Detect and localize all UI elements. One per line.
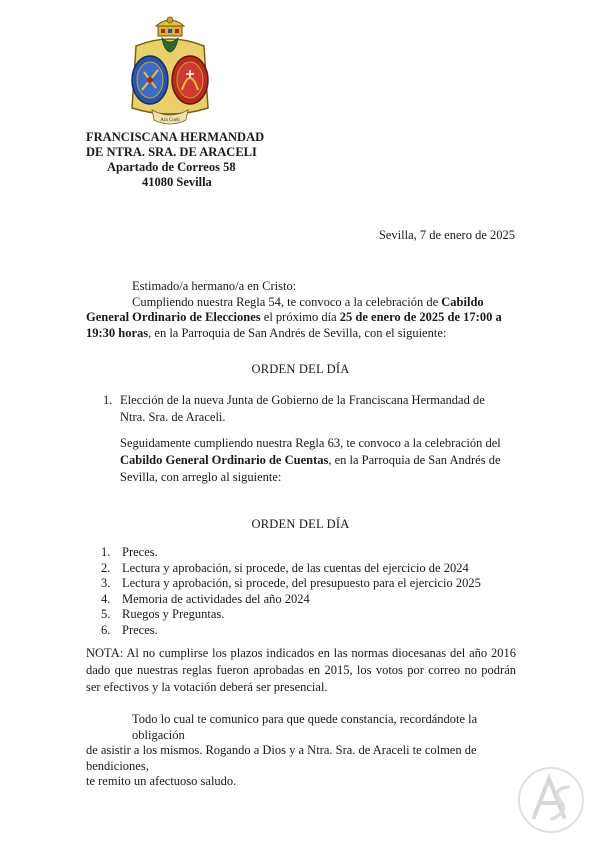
list-item-number: 4. <box>101 591 111 606</box>
watermark-logo <box>516 765 586 835</box>
org-name-line2: DE NTRA. SRA. DE ARACELI <box>86 145 257 159</box>
agenda-heading-2: ORDEN DEL DÍA <box>251 517 350 531</box>
closing-line-1: Todo lo cual te comunico para que quede constancia, recordándote la obligación <box>132 712 478 742</box>
closing-line-2: de asistir a los mismos. Rogando a Dios y a Ntra. Sra. de Araceli te colmen de bendiciones, <box>86 743 477 773</box>
list-item-text: Ruegos y Preguntas. <box>122 607 225 621</box>
list-item <box>101 607 481 623</box>
list-item-text: Preces. <box>122 545 158 559</box>
list-item <box>101 623 481 639</box>
para1-text-e: , en la Parroquia de San Andrés de Sevilla, con el siguiente: <box>148 325 447 340</box>
para2-text-a: Seguidamente cumpliendo nuestra Regla 63, te convoco a la celebración del <box>120 436 501 450</box>
org-city: 41080 Sevilla <box>142 175 212 189</box>
para1-cabildo-elecciones: Cabildo General Ordinario de Elecciones <box>86 294 484 324</box>
list-item-number: 5. <box>101 607 111 621</box>
closing-line-3: te remito un afectuoso saludo. <box>86 774 237 788</box>
list-item-text: Lectura y aprobación, si procede, del presupuesto para el ejercicio 2025 <box>122 576 481 590</box>
greeting: Estimado/a hermano/a en Cristo: <box>132 279 297 293</box>
list-item <box>101 545 481 561</box>
para1-date-time: 25 de enero de 2025 de 17:00 a 19:30 horas <box>86 310 502 340</box>
para2-cabildo-cuentas: Cabildo General Ordinario de Cuentas <box>120 453 329 467</box>
agenda-1-item <box>103 392 513 426</box>
para1-text-c: el próximo día <box>260 310 340 324</box>
list-item-text: Lectura y aprobación, si procede, de las cuentas del ejercicio de 2024 <box>122 560 469 575</box>
para2-text-c: , en la Parroquia de San Andrés de Sevilla, con arreglo al siguiente: <box>120 453 501 484</box>
list-item <box>101 592 481 608</box>
convocation-paragraph <box>86 279 516 341</box>
list-item <box>101 576 481 592</box>
list-item-number: 3. <box>101 576 111 590</box>
org-name-line1: FRANCISCANA HERMANDAD <box>86 130 265 144</box>
org-address: Apartado de Correos 58 <box>107 160 236 174</box>
cuentas-paragraph <box>120 435 515 486</box>
agenda-heading-1: ORDEN DEL DÍA <box>251 362 350 376</box>
agenda-1-item-number: 1. <box>103 393 113 407</box>
agenda-1-item-text: Elección de la nueva Junta de Gobierno de la Franciscana Hermandad de Ntra. Sra. de Araceli. <box>120 393 485 424</box>
list-item-text: Memoria de actividades del año 2024 <box>122 591 310 606</box>
letter-date: Sevilla, 7 de enero de 2025 <box>378 228 515 242</box>
list-item-text: Preces. <box>122 622 158 637</box>
svg-text:Ara Coeli: Ara Coeli <box>160 118 180 123</box>
list-item <box>101 561 481 577</box>
agenda-2-list <box>101 545 481 638</box>
organization-header <box>86 130 264 190</box>
para1-text-a: Cumpliendo nuestra Regla 54, te convoco a la celebración de <box>132 294 442 309</box>
closing-paragraph <box>86 712 516 790</box>
list-item-number: 2. <box>101 560 111 575</box>
list-item-number: 6. <box>101 622 111 637</box>
list-item-number: 1. <box>101 545 111 559</box>
nota-paragraph: NOTA: Al no cumplirse los plazos indicados en las normas diocesanas del año 2016 dado que nuestras reglas fueron aprobadas en 2015, los votos por correo no podrán ser efectivos y la votación deberá ser presencial. <box>86 646 516 694</box>
crown-icon <box>156 17 184 36</box>
crest-logo <box>118 16 222 128</box>
left-shield-icon <box>132 56 168 104</box>
right-shield-icon <box>172 56 208 104</box>
